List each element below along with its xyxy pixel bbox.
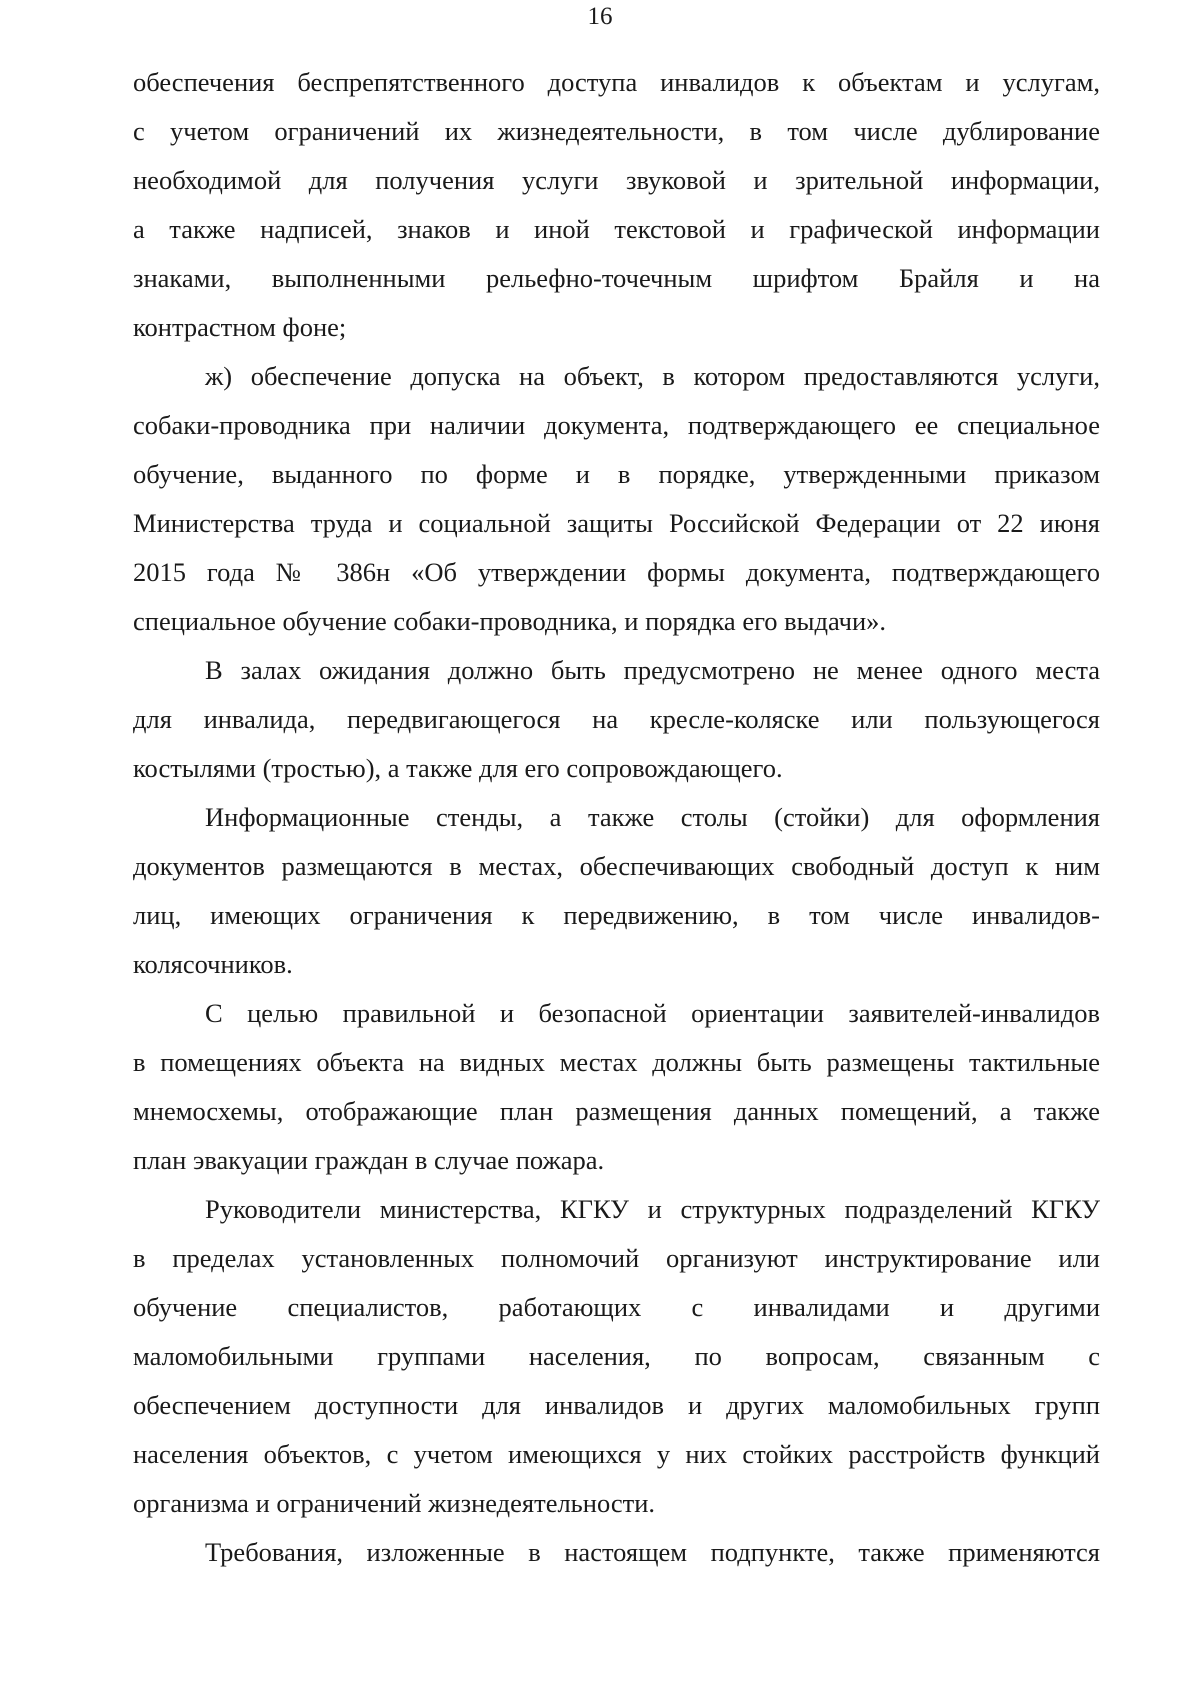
text-line: ж) обеспечение допуска на объект, в котором предоставляются услуги,: [205, 361, 1100, 391]
text-line: обучение, выданного по форме и в порядке, утвержденными приказом: [133, 459, 1100, 489]
text-line: Министерства труда и социальной защиты Российской Федерации от 22 июня: [133, 508, 1100, 538]
text-line: колясочников.: [133, 949, 293, 979]
page-number: 16: [587, 3, 613, 30]
text-line: знаками, выполненными рельефно-точечным шрифтом Брайля и на: [133, 263, 1100, 293]
text-line: Требования, изложенные в настоящем подпункте, также применяются: [205, 1537, 1100, 1567]
text-line: населения объектов, с учетом имеющихся у них стойких расстройств функций: [133, 1439, 1100, 1469]
text-line: обеспечением доступности для инвалидов и других маломобильных групп: [133, 1390, 1100, 1420]
text-line: план эвакуации граждан в случае пожара.: [133, 1145, 605, 1175]
text-line: контрастном фоне;: [133, 312, 347, 342]
paragraph: [133, 58, 1100, 352]
text-line: в пределах установленных полномочий организуют инструктирование или: [133, 1243, 1100, 1273]
text-line: мнемосхемы, отображающие план размещения данных помещений, а также: [133, 1096, 1100, 1126]
text-line: С целью правильной и безопасной ориентации заявителей-инвалидов: [205, 998, 1100, 1028]
text-line: маломобильными группами населения, по вопросам, связанным с: [133, 1341, 1100, 1371]
text-line: документов размещаются в местах, обеспечивающих свободный доступ к ним: [133, 851, 1100, 881]
text-line: необходимой для получения услуги звуковой и зрительной информации,: [133, 165, 1100, 195]
paragraph: [133, 352, 1100, 646]
text-line: обучение специалистов, работающих с инвалидами и другими: [133, 1292, 1100, 1322]
text-line: лиц, имеющих ограничения к передвижению, в том числе инвалидов-: [133, 900, 1100, 930]
paragraph: [133, 1528, 1100, 1577]
text-line: Руководители министерства, КГКУ и структурных подразделений КГКУ: [205, 1194, 1100, 1224]
document-body: [133, 58, 1100, 1577]
text-line: В залах ожидания должно быть предусмотрено не менее одного места: [205, 655, 1100, 685]
text-line: обеспечения беспрепятственного доступа инвалидов к объектам и услугам,: [133, 67, 1100, 97]
text-line: специальное обучение собаки-проводника, и порядка его выдачи».: [133, 606, 887, 636]
paragraph: [133, 646, 1100, 793]
text-line: а также надписей, знаков и иной текстовой и графической информации: [133, 214, 1100, 244]
paragraph: [133, 1185, 1100, 1528]
text-line: костылями (тростью), а также для его сопровождающего.: [133, 753, 783, 783]
text-line: организма и ограничений жизнедеятельности.: [133, 1488, 656, 1518]
paragraph: [133, 989, 1100, 1185]
text-line: собаки-проводника при наличии документа, подтверждающего ее специальное: [133, 410, 1100, 440]
text-line: Информационные стенды, а также столы (стойки) для оформления: [205, 802, 1100, 832]
text-line: для инвалида, передвигающегося на кресле-коляске или пользующегося: [133, 704, 1100, 734]
text-line: 2015 года № 386н «Об утверждении формы документа, подтверждающего: [133, 557, 1100, 587]
text-line: с учетом ограничений их жизнедеятельности, в том числе дублирование: [133, 116, 1100, 146]
text-line: в помещениях объекта на видных местах должны быть размещены тактильные: [133, 1047, 1100, 1077]
paragraph: [133, 793, 1100, 989]
